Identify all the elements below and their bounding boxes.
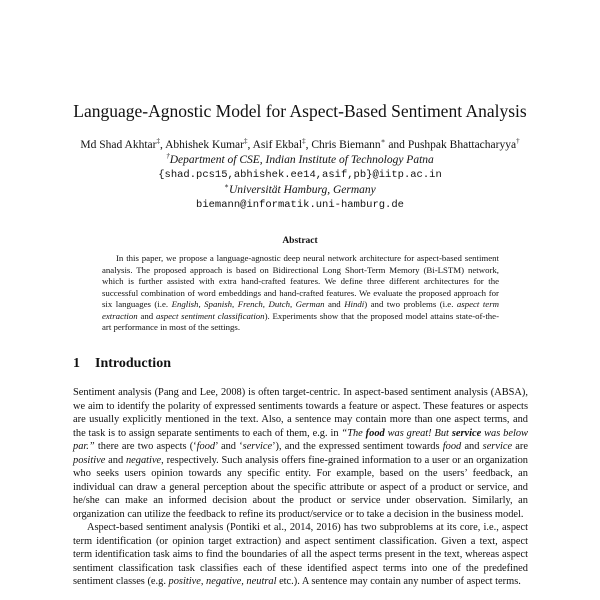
body-text-run: ’ and ‘ — [215, 441, 243, 452]
abstract-sentence: ). Experiments show that the proposed model attains state-of-the-art performance in most of the settings. — [102, 310, 500, 332]
separator: , — [198, 299, 201, 309]
affiliation-1-email: {shad.pcs15,abhishek.ee14,asif,pb}@iitp.ac.in — [158, 169, 442, 181]
body-paragraph-2 — [73, 521, 528, 589]
emphasis-term: negative — [125, 454, 162, 466]
emphasis-term: positive, negative, neutral — [168, 576, 277, 587]
emphasis-term: positive — [73, 454, 106, 466]
affiliation-name: Department of CSE, Indian Institute of Technology Patna — [169, 154, 434, 166]
affiliation-1 — [0, 153, 600, 168]
example-quote: was below par.” — [73, 427, 528, 452]
problem-name: aspect sentiment classification — [155, 310, 265, 321]
abstract-text — [102, 253, 499, 334]
example-aspect: food — [365, 427, 385, 439]
language-name: French — [237, 299, 263, 309]
separator: and — [324, 299, 341, 309]
affiliation-mark: ∗ — [380, 137, 386, 146]
author-name: Asif Ekbal — [252, 139, 303, 151]
affiliation-mark: † — [516, 137, 520, 146]
example-quote: was great! But — [387, 427, 449, 439]
affiliation-mark: ‡ — [243, 137, 248, 146]
body-paragraph-1 — [73, 386, 528, 521]
body-text-run: are — [515, 441, 528, 452]
emphasis-term: service — [242, 441, 273, 452]
language-name: German — [295, 299, 325, 309]
section-heading — [73, 356, 171, 372]
body-text — [73, 386, 528, 589]
affiliation-2-email: biemann@informatik.uni-hamburg.de — [196, 199, 404, 211]
body-text-run: etc.). A sentence may contain any number of aspect terms. — [279, 576, 521, 587]
emphasis-term: service — [482, 441, 513, 452]
problem-name: aspect term extraction — [102, 299, 499, 321]
affiliation-2 — [0, 183, 600, 198]
affiliation-name: Universität Hamburg, Germany — [228, 184, 376, 196]
author-conjunction: and — [388, 139, 405, 151]
abstract-sentence: In this paper, we propose a language-agnostic deep neural network architecture for aspect-based sentiment analysis. The proposed approach is based on Bidirectional Long Short-Term Memory (Bi-LSTM) network, which is further assisted with extra hand-crafted features. We define three different architectures for the successful combination of word embeddings and hand-crafted features. We evaluate the proposed approach for six languages (i.e. — [102, 253, 499, 309]
abstract-heading: Abstract — [282, 236, 318, 246]
body-text-run: ’), and the expressed sentiment towards — [272, 441, 440, 452]
separator: , — [289, 299, 293, 309]
section-number: 1 — [73, 356, 80, 371]
separator: , — [262, 299, 265, 309]
body-text-run: , respectively. Such analysis offers fine-grained information to a user or an organization who seeks users opinion towards any specific entity. For example, based on the users’ feedback, an individual can draw a general perception about the specific attribute or aspect of a product or service, and he/she can make an informed decision about the product or service under observation. Similarly, an organization can utilize the feedback to refine its product/service or to take a decision in the business model. — [73, 454, 528, 520]
affiliation-mark: ∗ — [224, 182, 229, 191]
author-block — [0, 138, 600, 213]
affiliation-mark: ‡ — [156, 137, 160, 146]
language-name: Dutch — [268, 299, 290, 309]
author-list: Md Shad Akhtar‡, Abhishek Kumar‡, Asif Ekbal‡, Chris Biemann∗ and Pushpak Bhattacharyya† — [80, 137, 520, 151]
language-name: Spanish — [204, 299, 233, 309]
abstract-sentence: ) and two problems (i.e. — [364, 299, 454, 309]
body-text-run: Sentiment analysis (Pang and Lee, 2008) is often target-centric. In aspect-based sentiment analysis (ABSA), we aim to identify the polarity of expressed sentiments towards a feature or aspect. These features or aspects are usually explicitly mentioned in the text. Also, a sentence may contain more than one aspect terms, and the task is to assign separate sentiments to each of them, e.g. in — [73, 387, 528, 439]
language-name: English — [171, 299, 199, 309]
body-text-run: and — [464, 441, 480, 452]
language-name: Hindi — [344, 299, 365, 309]
body-text-run: Aspect-based sentiment analysis (Pontiki et al., 2014, 2016) has two subproblems at its core, i.e., aspect term identification (or opinion target extraction) and aspect sentiment classification. Given a text, aspect term identification task aims to find the boundaries of all the aspect terms present in the text, whereas aspect sentiment classification task classifies each of these identified aspect terms into one of the predefined sentiment classes (e.g. — [73, 522, 528, 587]
body-text-run: there are two aspects (‘ — [97, 441, 197, 452]
body-text-run: and — [108, 454, 124, 466]
abstract-paragraph — [102, 253, 499, 334]
author-name: Md Shad Akhtar — [80, 139, 157, 151]
abstract-sentence: and — [137, 310, 154, 321]
author-name: Chris Biemann — [311, 139, 381, 151]
section-title: Introduction — [95, 356, 171, 371]
example-quote: “The — [341, 427, 363, 439]
affiliation-mark: † — [166, 152, 170, 161]
paper-title: Language-Agnostic Model for Aspect-Based Sentiment Analysis — [73, 101, 527, 121]
example-aspect: service — [451, 427, 482, 439]
author-name: Pushpak Bhattacharyya — [407, 139, 517, 151]
emphasis-term: food — [442, 441, 462, 452]
emphasis-term: food — [196, 441, 216, 452]
author-name: Abhishek Kumar — [165, 139, 244, 151]
affiliation-mark: ‡ — [302, 137, 306, 146]
separator: , — [232, 299, 235, 309]
